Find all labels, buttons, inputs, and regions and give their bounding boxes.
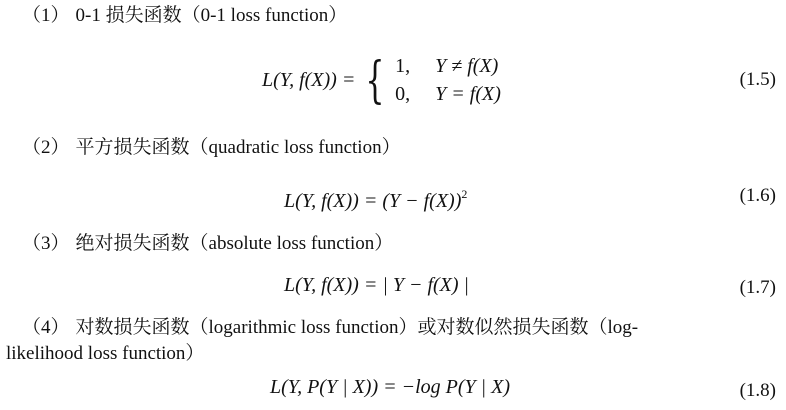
item-title-4-line1: 对数损失函数（logarithmic loss function）或对数似然损失函数（log- — [75, 317, 639, 338]
equation-number-1-7: (1.7) — [739, 277, 776, 298]
case-2 — [395, 81, 501, 107]
item-title-1: 0-1 损失函数（0-1 loss function） — [75, 5, 348, 26]
case-1-condition: Y ≠ f(X) — [435, 55, 499, 77]
case-2-value: 0, — [395, 83, 411, 105]
item-number-4: （4） — [22, 317, 70, 338]
equation-1-5-lhs: L(Y, f(X)) = — [262, 68, 356, 91]
equation-1-8 — [270, 374, 510, 400]
equation-number-1-8: (1.8) — [739, 380, 776, 401]
equation-number-1-6: (1.6) — [739, 185, 776, 206]
case-1 — [395, 53, 501, 79]
left-brace: { — [365, 51, 385, 109]
case-1-value: 1, — [395, 55, 411, 77]
equation-1-5 — [262, 50, 501, 110]
item-title-2: 平方损失函数（quadratic loss function） — [75, 137, 401, 158]
section-heading-1 — [22, 4, 347, 28]
section-heading-4 — [22, 316, 638, 340]
item-title-3: 绝对损失函数（absolute loss function） — [75, 233, 394, 254]
item-number-1: （1） — [22, 5, 70, 26]
equation-1-7 — [284, 272, 469, 298]
equation-1-6 — [284, 181, 467, 214]
section-heading-3 — [22, 232, 393, 256]
equation-1-6-exponent: 2 — [461, 187, 468, 201]
item-number-3: （3） — [22, 233, 70, 254]
section-heading-4-continued — [6, 342, 204, 366]
item-title-4-line2: likelihood loss function） — [6, 343, 205, 364]
equation-1-8-body: L(Y, P(Y | X)) = −log P(Y | X) — [270, 376, 511, 398]
case-2-condition: Y = f(X) — [435, 83, 501, 105]
equation-1-7-body: L(Y, f(X)) = | Y − f(X) | — [284, 274, 470, 296]
item-number-2: （2） — [22, 137, 70, 158]
cases — [395, 53, 501, 107]
equation-1-6-body: L(Y, f(X)) = (Y − f(X)) — [284, 190, 462, 212]
equation-number-1-5: (1.5) — [739, 69, 776, 90]
section-heading-2 — [22, 136, 401, 160]
